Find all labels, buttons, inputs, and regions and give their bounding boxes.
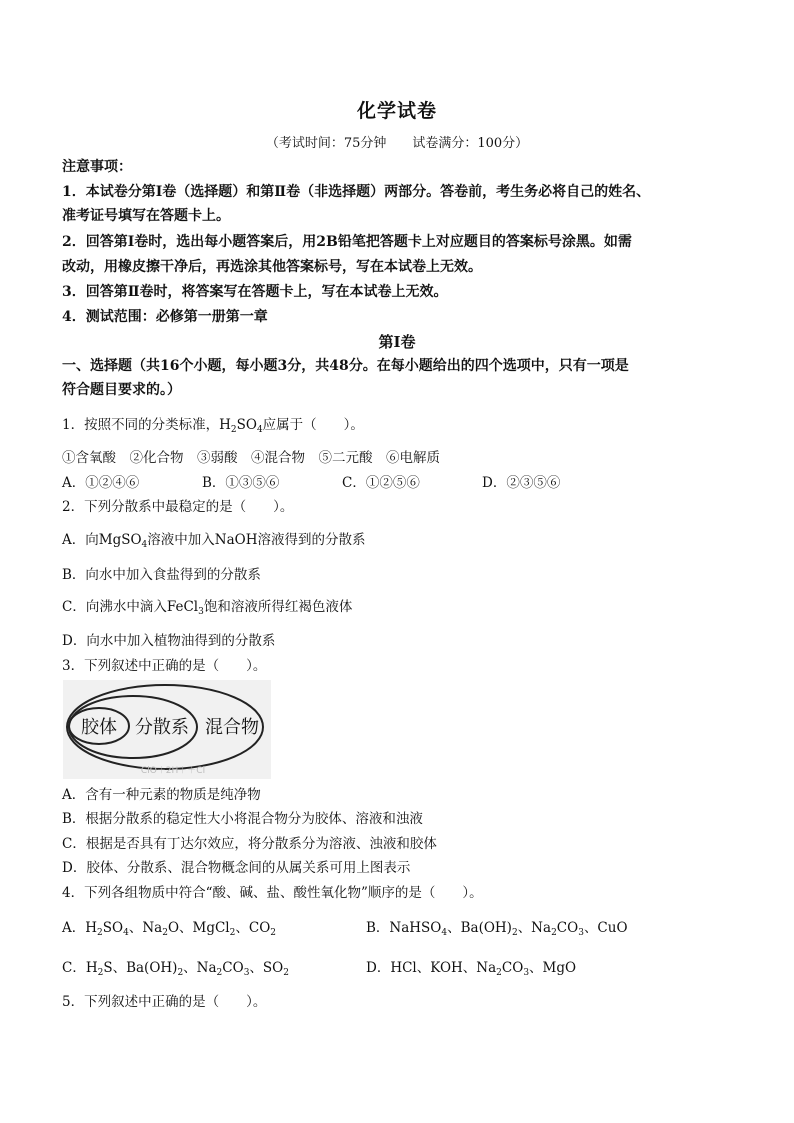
faint-text: ClO＋2H＋＋Cl	[140, 766, 206, 776]
option-d[interactable]: D．向水中加入植物油得到的分散系	[62, 633, 276, 649]
option-a[interactable]: A．含有一种元素的物质是纯净物	[62, 787, 261, 803]
t: 、Na	[128, 920, 163, 936]
notes-item: 1．本试卷分第Ⅰ卷（选择题）和第Ⅱ卷（非选择题）两部分。答卷前，考生务必将自己的姓名、	[62, 184, 651, 200]
concept-diagram	[63, 680, 271, 779]
stem-part: 应属于（ ）。	[262, 417, 364, 433]
subscript: 2	[496, 968, 502, 978]
question-4-stem: 4．下列各组物质中符合“酸、碱、盐、酸性氧化物”顺序的是（ ）。	[62, 885, 483, 901]
option-a[interactable]	[62, 918, 276, 938]
subscript: 2	[216, 968, 223, 978]
notes-item: 4．测试范围：必修第一册第一章	[62, 309, 268, 325]
label-colloid: 胶体	[81, 717, 117, 738]
exam-subtitle: （考试时间：75分钟 试卷满分：100分）	[265, 136, 529, 151]
notes-item: 改动，用橡皮擦干净后，再选涂其他答案标号，写在本试卷上无效。	[62, 259, 482, 275]
t: CO	[222, 960, 244, 976]
option-d[interactable]: D．②③⑤⑥	[482, 475, 561, 491]
option-d[interactable]: D．胶体、分散系、混合物概念间的从属关系可用上图表示	[62, 860, 411, 876]
question-5-stem: 5．下列叙述中正确的是（ ）。	[62, 994, 267, 1010]
subscript: 2	[270, 928, 276, 938]
question-3-stem: 3．下列叙述中正确的是（ ）。	[62, 658, 267, 674]
subscript: 4	[123, 928, 129, 938]
label-mixture: 混合物	[205, 717, 259, 738]
t: CO	[556, 920, 579, 936]
t: 、SO	[249, 960, 284, 976]
t: 、Ba(OH)	[447, 920, 512, 936]
section-intro: 一、选择题（共16个小题，每小题3分，共48分。在每小题给出的四个选项中，只有一项是	[62, 358, 629, 374]
exam-title: 化学试卷	[356, 100, 437, 122]
subscript: 2	[511, 928, 518, 938]
t: S、Ba(OH)	[103, 960, 178, 976]
label-dispersion: 分散系	[135, 717, 189, 738]
question-2-stem: 2．下列分散系中最稳定的是（ ）。	[62, 499, 294, 515]
option-a[interactable]: A．①②④⑥	[62, 475, 140, 491]
notes-item: 2．回答第Ⅰ卷时，选出每小题答案后，用2B铅笔把答题卡上对应题目的答案标号涂黑。如需	[62, 234, 632, 250]
subscript: 2	[177, 968, 184, 978]
notes-item: 3．回答第Ⅱ卷时，将答案写在答题卡上，写在本试卷上无效。	[62, 284, 448, 300]
section-intro: 符合题目要求的。）	[62, 382, 181, 398]
option-c[interactable]: C．①②⑤⑥	[342, 475, 420, 491]
subscript: 2	[230, 425, 237, 435]
t: CO	[501, 960, 524, 976]
subscript: 4	[441, 928, 448, 938]
subscript: 2	[97, 928, 103, 938]
t: A．H	[62, 920, 98, 936]
subscript: 3	[243, 968, 250, 978]
t: D．HCl、KOH、Na	[366, 960, 497, 976]
subscript: 2	[162, 928, 168, 938]
subscript: 2	[97, 968, 104, 978]
notes-item: 准考证号填写在答题卡上。	[62, 208, 230, 224]
notes-heading: 注意事项：	[62, 159, 132, 175]
subscript: 4	[141, 540, 148, 550]
option-text: C．向沸水中滴入FeCl	[62, 599, 199, 615]
option-c[interactable]	[62, 958, 289, 978]
option-text: 饱和溶液所得红褐色液体	[203, 599, 353, 615]
t: 、CuO	[583, 920, 628, 936]
nested-ellipses-diagram	[63, 680, 271, 779]
question-1-choices: ①含氧酸 ②化合物 ③弱酸 ④混合物 ⑤二元酸 ⑥电解质	[62, 450, 440, 466]
question-1-stem	[62, 415, 364, 435]
subscript: 2	[551, 928, 557, 938]
t: 、Na	[183, 960, 217, 976]
option-b[interactable]: B．①③⑤⑥	[202, 475, 280, 491]
option-text: A．向MgSO	[62, 532, 142, 548]
subscript: 3	[523, 968, 530, 978]
option-b[interactable]	[366, 918, 628, 938]
t: 、MgO	[529, 960, 577, 976]
t: 、CO	[235, 920, 271, 936]
t: 、Na	[517, 920, 552, 936]
t: O、MgCl	[167, 920, 230, 936]
t: C．H	[62, 960, 98, 976]
subscript: 4	[256, 425, 263, 435]
option-b[interactable]: B．向水中加入食盐得到的分散系	[62, 567, 261, 583]
option-c[interactable]	[62, 597, 352, 617]
option-c[interactable]: C．根据是否具有丁达尔效应，将分散系分为溶液、浊液和胶体	[62, 836, 437, 852]
stem-part: SO	[236, 417, 257, 433]
subscript: 2	[283, 968, 289, 978]
subscript: 3	[198, 607, 204, 617]
option-d[interactable]	[366, 958, 576, 978]
option-b[interactable]: B．根据分散系的稳定性大小将混合物分为胶体、溶液和浊液	[62, 811, 423, 827]
question-1-options	[62, 473, 560, 493]
subscript: 2	[229, 928, 236, 938]
t: B．NaHSO	[366, 920, 442, 936]
subscript: 3	[578, 928, 584, 938]
t: SO	[102, 920, 124, 936]
option-text: 溶液中加入NaOH溶液得到的分散系	[147, 532, 366, 548]
option-a[interactable]	[62, 530, 365, 550]
section-label: 第Ⅰ卷	[378, 333, 416, 351]
stem-part: 1．按照不同的分类标准，H	[62, 417, 231, 433]
